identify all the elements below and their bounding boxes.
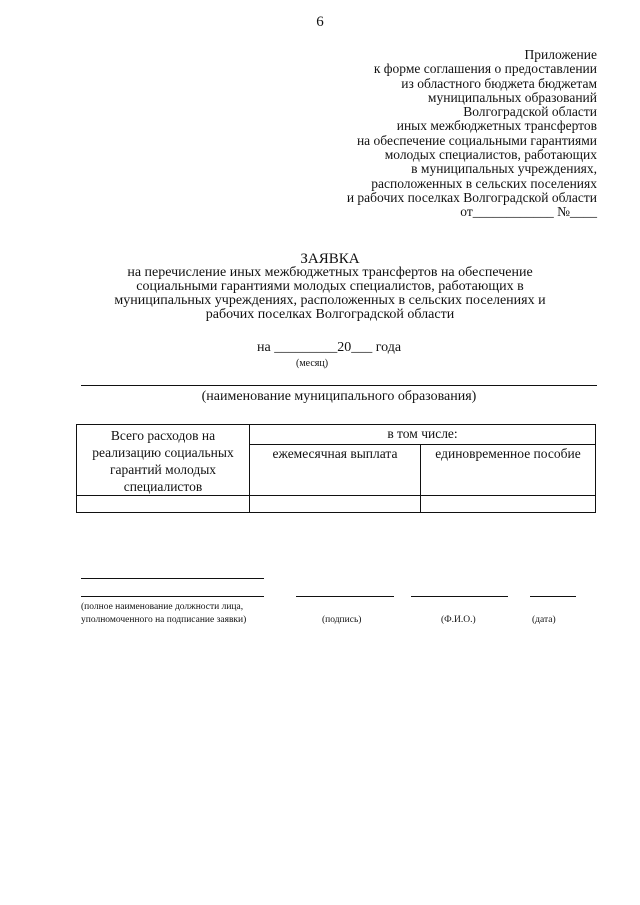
page-number: 6 (316, 14, 324, 30)
date-caption: (дата) (532, 615, 556, 625)
request-subtitle-line: муниципальных учреждениях, расположенных в сельских поселениях и (114, 293, 546, 308)
cell-total-expenses[interactable] (77, 496, 250, 513)
date-number-field[interactable]: от____________ №____ (460, 204, 597, 220)
signature-line[interactable] (296, 596, 394, 597)
appendix-line: и рабочих поселках Волгоградской области (346, 189, 597, 205)
municipality-caption: (наименование муниципального образования) (201, 389, 477, 404)
name-caption: (Ф.И.О.) (441, 615, 476, 625)
request-subtitle-line: социальными гарантиями молодых специалистов, работающих в (136, 279, 524, 294)
request-subtitle-line: на перечисление иных межбюджетных трансфертов на обеспечение (127, 265, 533, 280)
appendix-line: в муниципальных учреждениях, (411, 161, 597, 177)
appendix-line: молодых специалистов, работающих (384, 147, 597, 163)
request-heading: ЗАЯВКА (300, 251, 360, 267)
position-caption-line: (полное наименование должности лица, (81, 602, 244, 612)
appendix-header (347, 48, 597, 220)
request-table (76, 424, 596, 513)
header-monthly-payment: ежемесячная выплата (250, 445, 421, 496)
position-line-1[interactable] (81, 578, 264, 579)
table-row (77, 496, 596, 513)
request-title (60, 252, 600, 322)
appendix-line: Волгоградской области (463, 104, 597, 120)
appendix-line: Приложение (524, 47, 597, 62)
header-total-expenses: Всего расходов на реализацию социальных гарантий молодых специалистов (77, 425, 250, 496)
cell-monthly-payment[interactable] (250, 496, 421, 513)
period-field[interactable]: на _________20___ года (257, 340, 402, 355)
request-subtitle-line: рабочих поселках Волгоградской области (205, 307, 455, 322)
appendix-line: к форме соглашения о предоставлении (373, 61, 597, 77)
appendix-line: на обеспечение социальными гарантиями (356, 132, 597, 148)
header-including: в том числе: (250, 425, 596, 445)
header-lump-sum: единовременное пособие (421, 445, 596, 496)
appendix-line: расположенных в сельских поселениях (371, 175, 597, 191)
name-line[interactable] (411, 596, 508, 597)
period-hint: (месяц) (296, 358, 329, 369)
appendix-line: муниципальных образований (427, 89, 597, 105)
date-line[interactable] (530, 596, 576, 597)
municipality-field[interactable] (81, 385, 597, 386)
cell-lump-sum[interactable] (421, 496, 596, 513)
position-caption-line: уполномоченного на подписание заявки) (81, 615, 247, 625)
position-line-2[interactable] (81, 596, 264, 597)
appendix-line: из областного бюджета бюджетам (401, 75, 597, 91)
appendix-line: иных межбюджетных трансфертов (396, 118, 597, 134)
signature-caption: (подпись) (322, 615, 362, 625)
position-caption (81, 601, 246, 627)
